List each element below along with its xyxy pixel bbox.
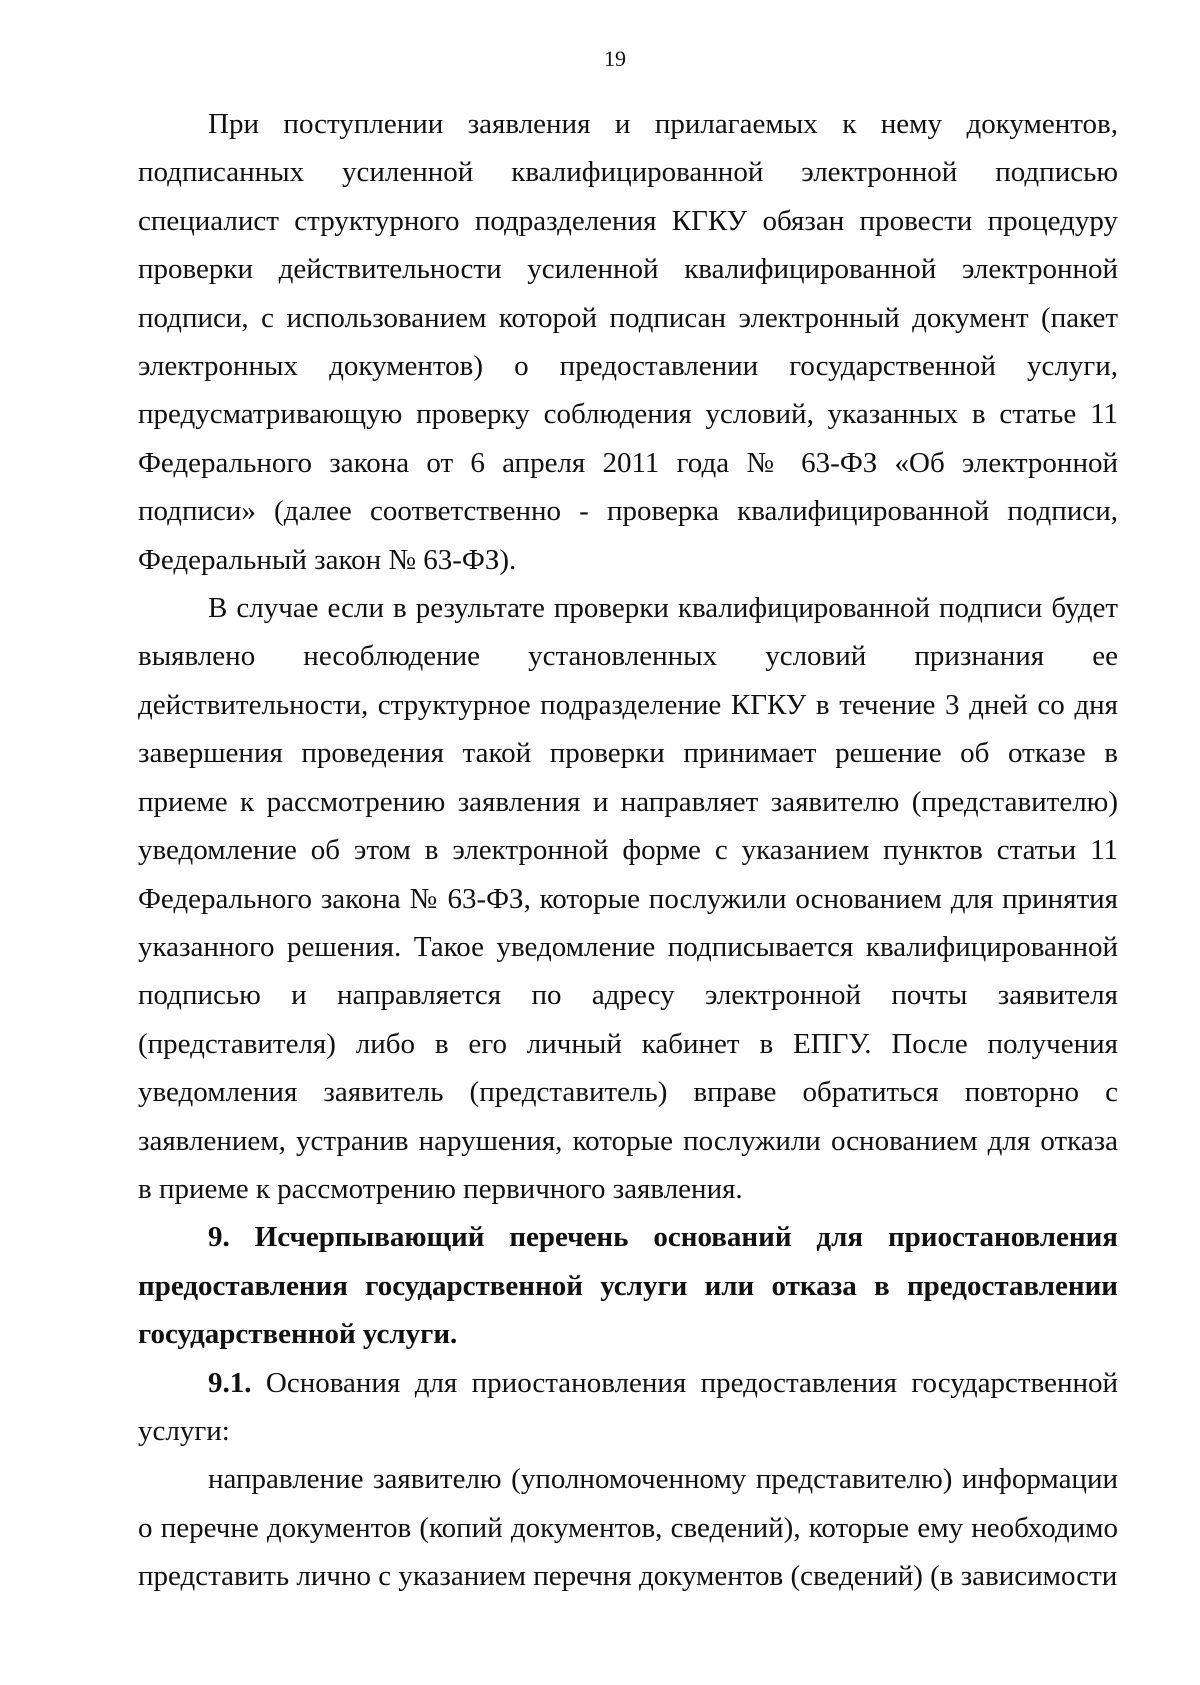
- paragraph-signature-verification: [138, 100, 1118, 584]
- section-heading: [138, 1213, 1118, 1358]
- paragraph-text: При поступлении заявления и прилагаемых к нему документов, подписанных усиленной квалифицированной электронной подписью специалист структурного подразделения КГКУ обязан провести процедуру проверки действительности усиленной квалифицированной электронной подписи, с использованием которой подписан электронный документ (пакет электронных документов) о предоставлении государственной услуги, предусматривающую проверку соблюдения условий, указанных в статье 11 Федерального закона от 6 апреля 2011 года № 63-ФЗ «Об электронной подписи» (далее соответственно - проверка квалифицированной подписи, Федеральный закон № 63-ФЗ).: [138, 108, 1118, 576]
- paragraph-text: В случае если в результате проверки квалифицированной подписи будет выявлено несоблюдение установленных условий признания ее действительности, структурное подразделение КГКУ в течение 3 дней со дня завершения проведения такой проверки принимает решение об отказе в приеме к рассмотрению заявления и направляет заявителю (представителю) уведомление об этом в электронной форме с указанием пунктов статьи 11 Федерального закона № 63-ФЗ, которые послужили основанием для принятия указанного решения. Такое уведомление подписывается квалифицированной подписью и направляется по адресу электронной почты заявителя (представителя) либо в его личный кабинет в ЕПГУ. После получения уведомления заявитель (представитель) вправе обратиться повторно с заявлением, устранив нарушения, которые послужили основанием для отказа в приеме к рассмотрению первичного заявления.: [138, 592, 1118, 1205]
- paragraph-documents-request: [138, 1455, 1118, 1600]
- paragraph-text: Основания для приостановления предоставления государственной услуги:: [138, 1366, 1118, 1447]
- paragraph-text: направление заявителю (уполномоченному представителю) информации о перечне документов (копий документов, сведений), которые ему необходимо представить лично с указанием перечня документов (сведений) (в зависимости: [138, 1463, 1118, 1593]
- paragraph-refusal-notice: [138, 584, 1118, 1213]
- document-body: [138, 100, 1118, 1601]
- section-heading-text: 9. Исчерпывающий перечень оснований для приостановления предоставления государственной услуги или отказа в предоставлении государственной услуги.: [138, 1221, 1118, 1351]
- page-number: 19: [604, 46, 626, 71]
- paragraph-suspension-grounds: [138, 1359, 1118, 1456]
- clause-number: 9.1.: [208, 1366, 252, 1399]
